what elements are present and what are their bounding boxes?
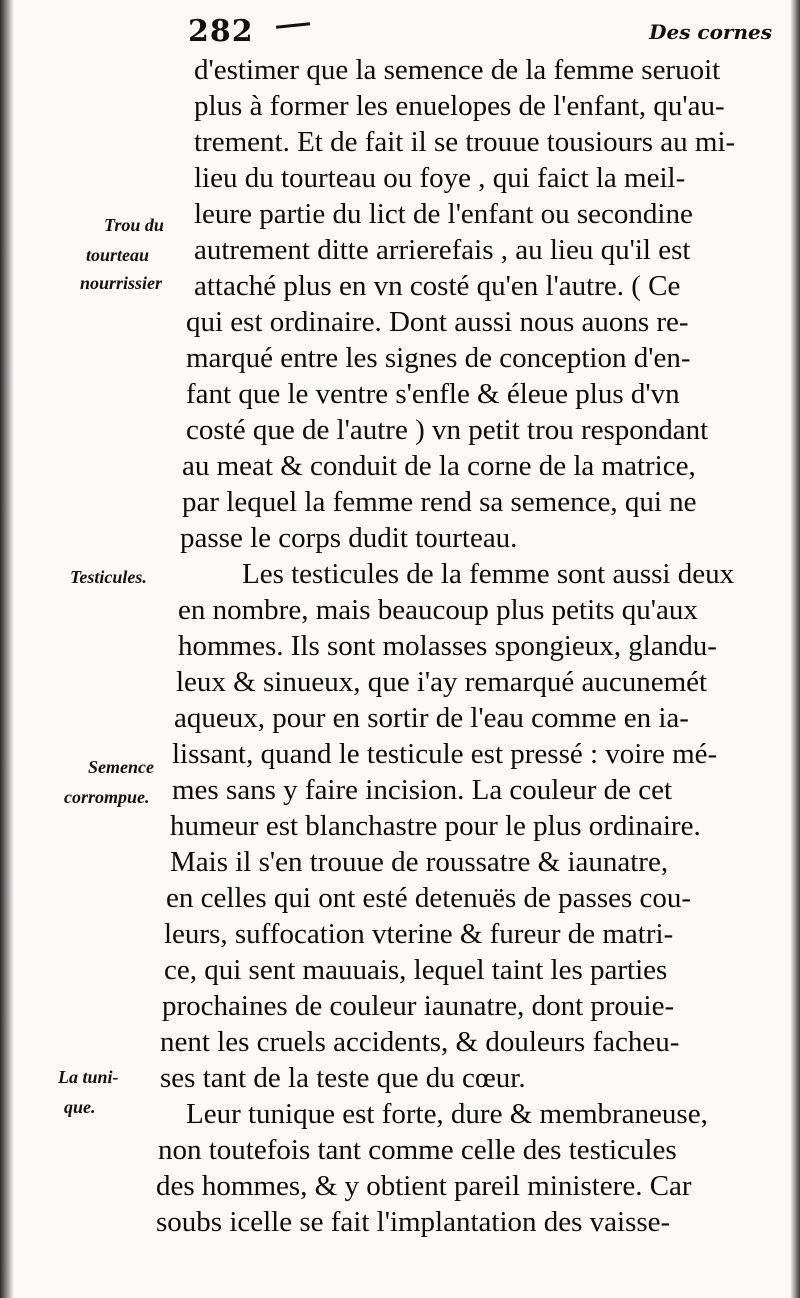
text-line: ses tant de la teste que du cœur. <box>160 1062 526 1094</box>
margin-note-nourrissier: nourrissier <box>80 273 163 293</box>
text-line: en celles qui ont esté detenuës de passes cou- <box>166 882 692 914</box>
text-line: attaché plus en vn costé qu'en l'autre. ( Ce <box>194 270 681 302</box>
margin-note-que: que. <box>64 1097 96 1117</box>
text-line: autrement ditte arrierefais , au lieu qu'il est <box>194 234 691 266</box>
margin-note-semence: Semence <box>88 757 154 777</box>
text-line: aqueux, pour en sortir de l'eau comme en ia- <box>174 702 689 734</box>
text-line: ce, qui sent mauuais, lequel taint les parties <box>164 954 668 986</box>
page-edge-shadow-right <box>790 0 800 1298</box>
text-line: en nombre, mais beaucoup plus petits qu'aux <box>178 594 698 626</box>
text-line: passe le corps dudit tourteau. <box>180 522 518 554</box>
text-line: marqué entre les signes de conception d'en- <box>186 342 691 374</box>
margin-note-tourteau: tourteau <box>86 245 150 265</box>
text-line: trement. Et de fait il se trouue tousiours au mi- <box>194 126 736 158</box>
text-line: par lequel la femme rend sa semence, qui ne <box>182 486 697 518</box>
text-line: humeur est blanchastre pour le plus ordinaire. <box>170 810 701 842</box>
margin-note-trou-du: Trou du <box>104 215 164 235</box>
text-line: Mais il s'en trouue de roussatre & iaunatre, <box>170 846 669 878</box>
margin-note-testicules: Testicules. <box>70 567 147 587</box>
page-number: 282 <box>188 14 254 49</box>
text-line: prochaines de couleur iaunatre, dont prouie- <box>162 990 675 1022</box>
text-line: non toutefois tant comme celle des testicules <box>158 1134 677 1166</box>
page-header <box>188 14 778 54</box>
margin-note-corrompue: corrompue. <box>64 787 150 807</box>
text-line: d'estimer que la semence de la femme seruoit <box>194 54 721 86</box>
text-line: qui est ordinaire. Dont aussi nous auons re- <box>186 306 689 338</box>
text-line: lieu du tourteau ou foye , qui faict la meil- <box>194 162 686 194</box>
text-line: soubs icelle se fait l'implantation des vaisse- <box>156 1206 671 1238</box>
text-line: Les testicules de la femme sont aussi deux <box>242 558 735 590</box>
text-line: costé que de l'autre ) vn petit trou respondant <box>186 414 709 446</box>
text-line: hommes. Ils sont molasses spongieux, glandu- <box>178 630 717 662</box>
text-line: leux & sinueux, que i'ay remarqué aucunemét <box>176 666 708 698</box>
header-dash-mark <box>276 22 310 29</box>
text-line: mes sans y faire incision. La couleur de cet <box>172 774 673 806</box>
running-title: Des cornes <box>649 20 772 44</box>
text-line: plus à former les enuelopes de l'enfant, qu'au- <box>194 90 725 122</box>
text-line: fant que le ventre s'enfle & éleue plus d'vn <box>186 378 680 410</box>
text-line: lissant, quand le testicule est pressé : voire mé- <box>172 738 718 770</box>
text-line: leurs, suffocation vterine & fureur de matri- <box>164 918 674 950</box>
text-line: leure partie du lict de l'enfant ou secondine <box>194 198 693 230</box>
page-edge-shadow-left <box>0 0 14 1298</box>
text-line: nent les cruels accidents, & douleurs facheu- <box>160 1026 680 1058</box>
text-line: au meat & conduit de la corne de la matrice, <box>182 450 696 482</box>
text-line: Leur tunique est forte, dure & membraneuse, <box>186 1098 708 1130</box>
margin-note-la-tunique: La tuni- <box>58 1067 119 1087</box>
text-line: des hommes, & y obtient pareil ministere. Car <box>156 1170 692 1202</box>
